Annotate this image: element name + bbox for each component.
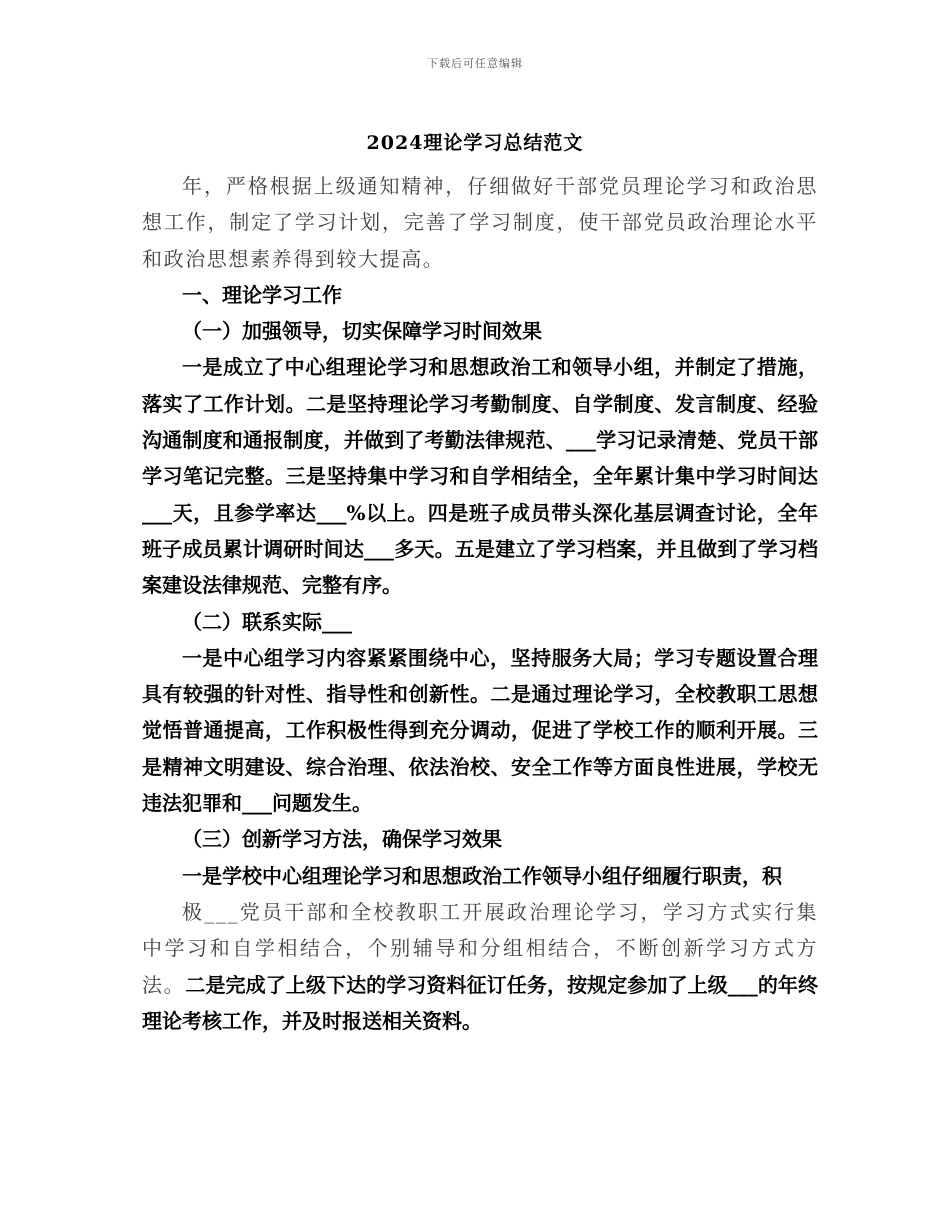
document-body bbox=[142, 168, 818, 1039]
subsection-heading-1: （一）加强领导，切实保障学习时间效果 bbox=[182, 319, 542, 344]
document-title: 2024理论学习总结范文 bbox=[366, 132, 584, 154]
subsection-heading-2: （二）联系实际___ bbox=[182, 609, 352, 634]
page-header-note: 下载后可任意编辑 bbox=[427, 57, 523, 70]
body-paragraph-4-bold: 二是完成了上级下达的学习资料征订任务，按规定参加了上级___的年终理论考核工作，并及时报送相关资料。 bbox=[142, 972, 818, 1033]
body-paragraph-4-light: 极___党员干部和全校教职工开展政治理论学习，学习方式实行集中学习和自学相结合，个别辅导和分组相结合，不断创新学习方式方法。 bbox=[142, 899, 818, 997]
body-paragraph-1: 一是成立了中心组理论学习和思想政治工和领导小组，并制定了措施，落实了工作计划。二是坚持理论学习考勤制度、自学制度、发言制度、经验沟通制度和通报制度，并做到了考勤法律规范、___学习记录清楚、党员干部学习笔记完整。三是坚持集中学习和自学相结全，全年累计集中学习时间达___天，且参学率达___%以上。四是班子成员带头深化基层调查讨论，全年班子成员累计调研时间达___多天。五是建立了学习档案，并且做到了学习档案建设法律规范、完整有序。 bbox=[142, 355, 818, 598]
body-paragraph-2: 一是中心组学习内容紧紧围绕中心，坚持服务大局；学习专题设置合理具有较强的针对性、指导性和创新性。二是通过理论学习，全校教职工思想觉悟普通提高，工作积极性得到充分调动，促进了学校工作的顺利开展。三是精神文明建设、综合治理、依法治校、安全工作等方面良性进展，学校无违法犯罪和___问题发生。 bbox=[142, 645, 818, 816]
body-paragraph-4 bbox=[142, 894, 818, 1039]
subsection-heading-3: （三）创新学习方法，确保学习效果 bbox=[182, 827, 502, 852]
section-heading-1: 一、理论学习工作 bbox=[182, 282, 342, 307]
intro-paragraph: 年，严格根据上级通知精神，仔细做好干部党员理论学习和政治思想工作，制定了学习计划，完善了学习制度，使干部党员政治理论水平和政治思想素养得到较大提高。 bbox=[142, 174, 818, 271]
body-paragraph-3: 一是学校中心组理论学习和思想政治工作领导小组仔细履行职责，积 bbox=[182, 863, 782, 888]
